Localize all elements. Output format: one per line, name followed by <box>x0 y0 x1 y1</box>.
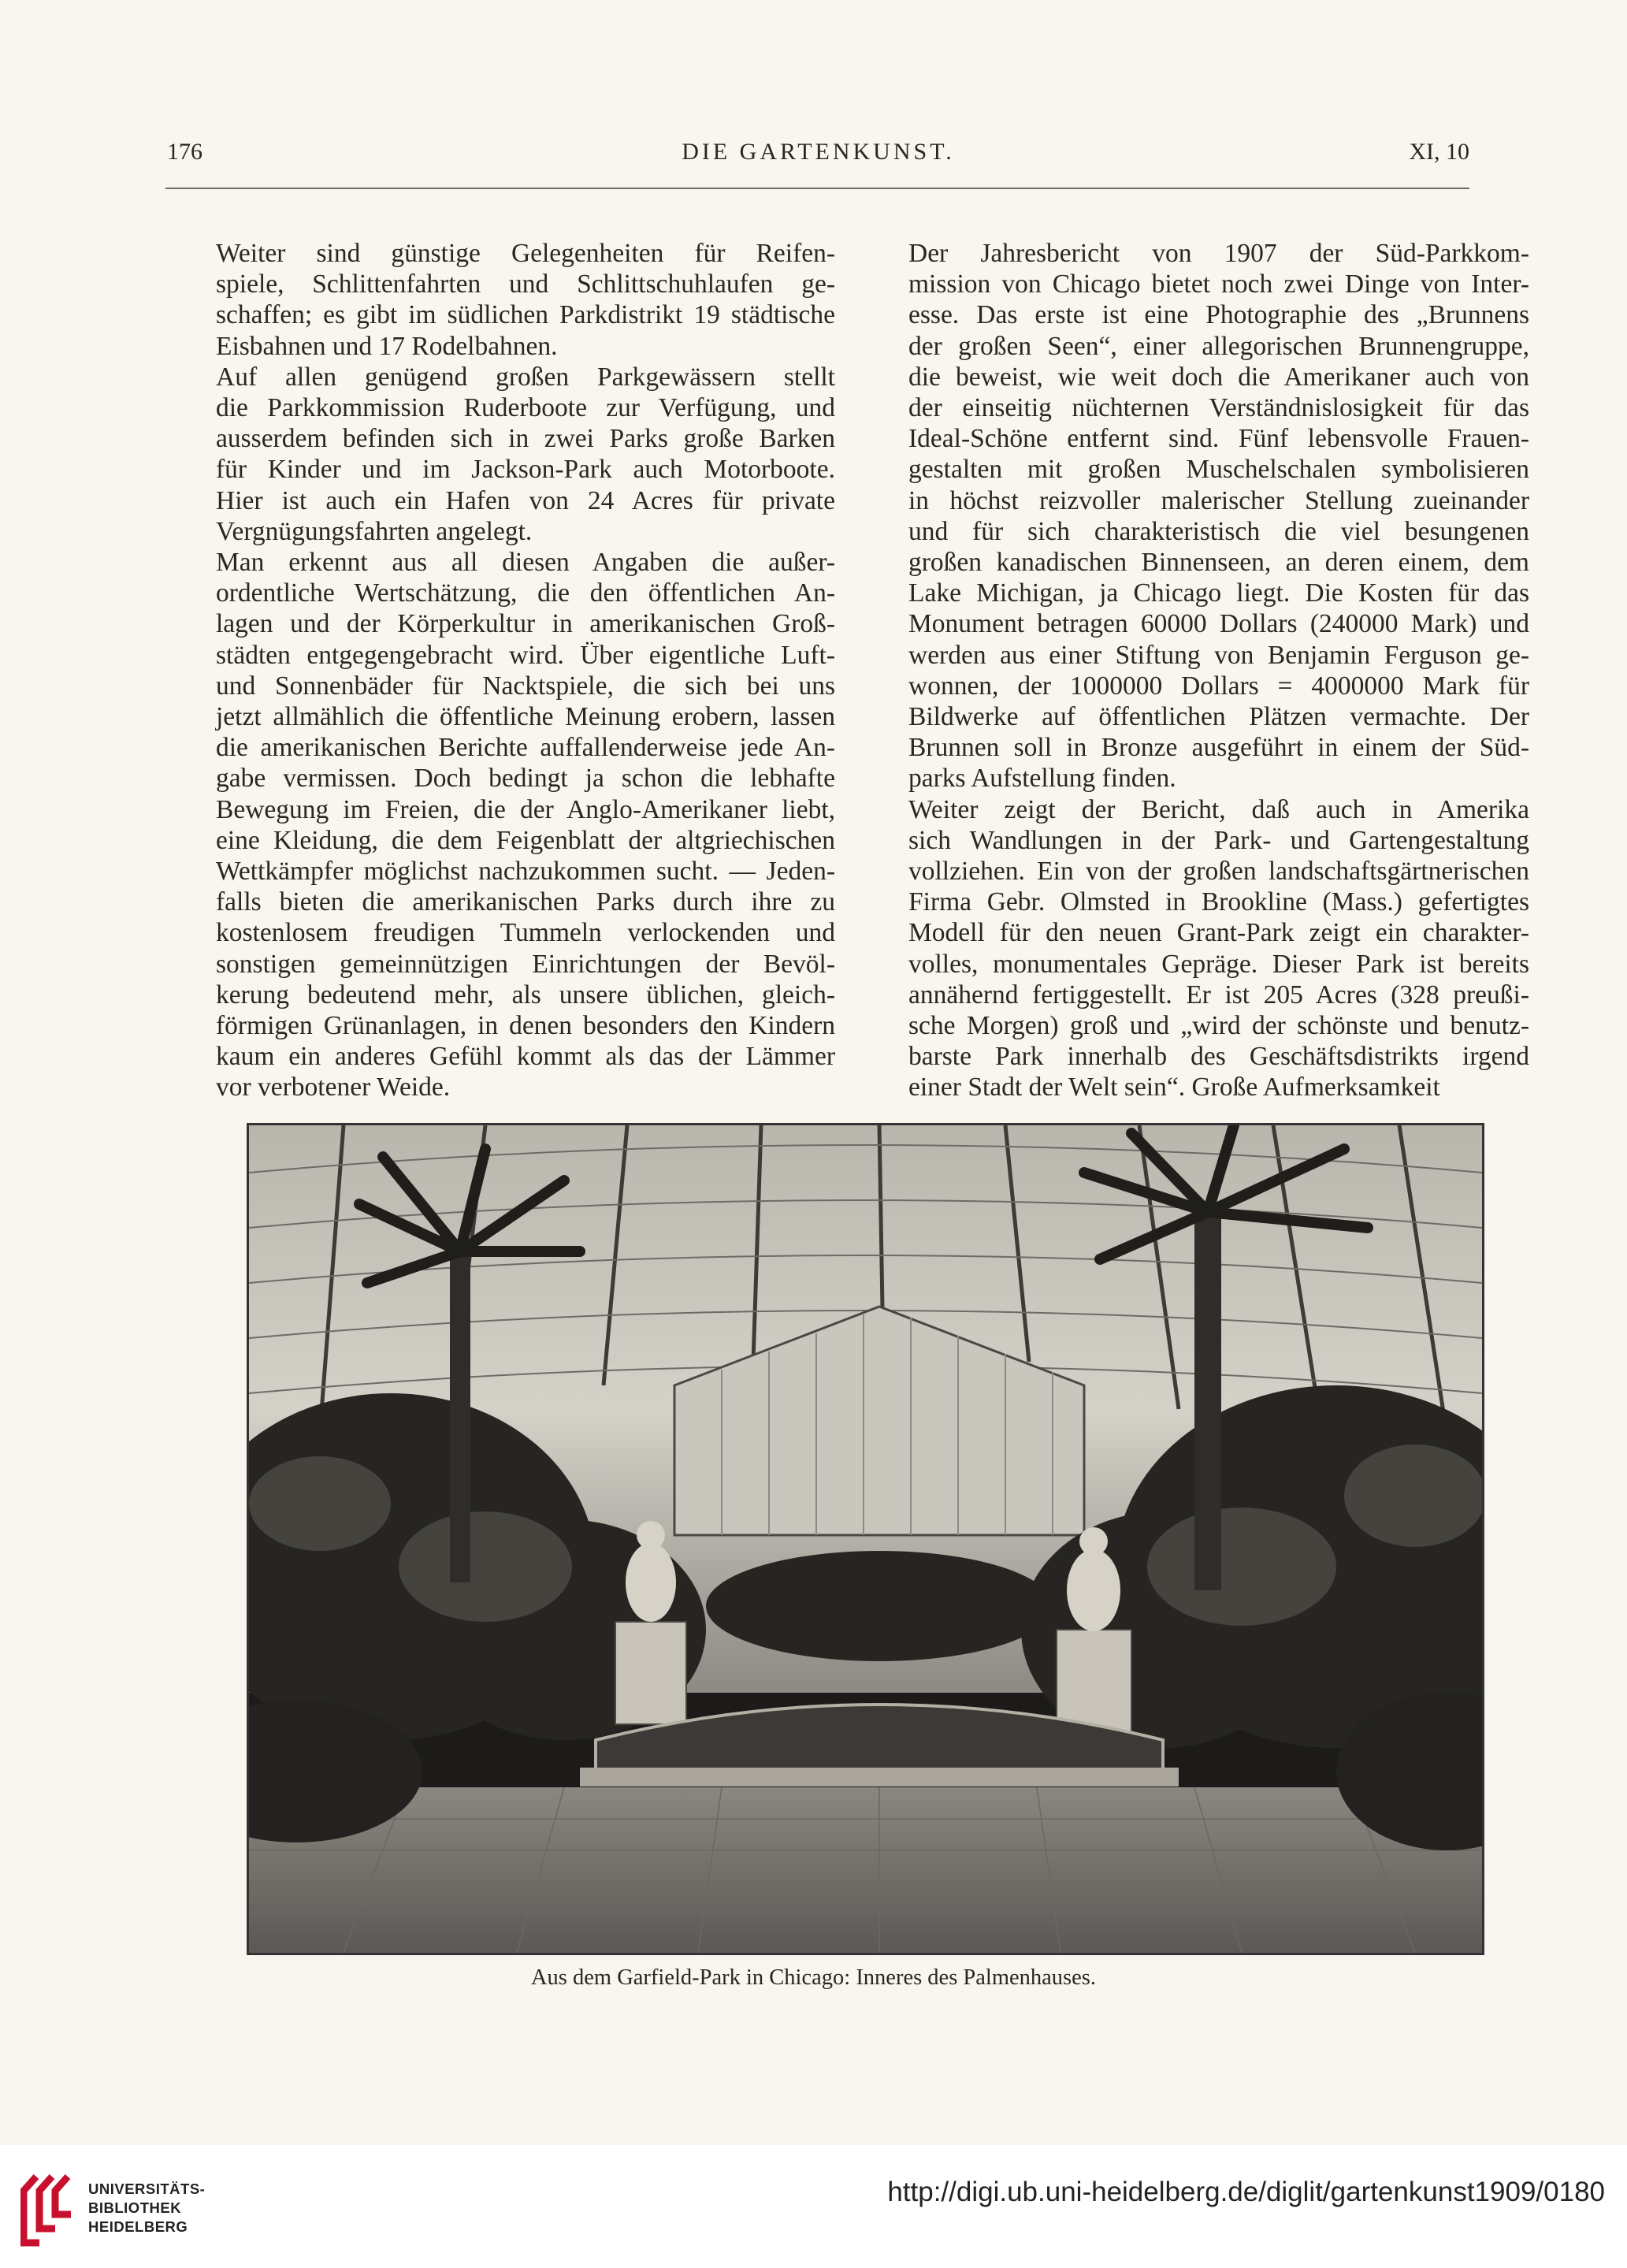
text-line: der einseitig nüchternen Verständnislosigkeit für das <box>908 393 1529 423</box>
text-line: und für sich charakteristisch die viel besungenen <box>908 516 1529 546</box>
library-name-line1: UNIVERSITÄTS- <box>88 2181 206 2197</box>
library-logo-icon <box>20 2169 76 2251</box>
text-line: die amerikanischen Berichte auffallenderweise jede An- <box>216 733 835 763</box>
text-line: mission von Chicago bietet noch zwei Dinge von Inter- <box>908 270 1529 299</box>
palm-house-photograph <box>247 1123 1484 1955</box>
right-column-paragraph <box>860 794 1529 1103</box>
text-line: Der Jahresbericht von 1907 der Süd-Parkkom- <box>908 239 1529 268</box>
text-line: lagen und der Körperkultur in amerikanischen Groß- <box>216 609 835 639</box>
right-column-paragraph <box>860 238 1529 794</box>
text-line: Eisbahnen und 17 Rodelbahnen. <box>216 331 558 361</box>
text-line: Wettkämpfer möglichst nachzukommen sucht. — Jeden- <box>216 857 835 887</box>
text-line: Hier ist auch ein Hafen von 24 Acres für private <box>216 485 835 515</box>
text-line: Man erkennt aus all diesen Angaben die außer- <box>216 548 835 578</box>
text-line: werden aus einer Stiftung von Benjamin Ferguson ge- <box>908 640 1529 670</box>
text-line: kostenlosem freudigen Tummeln verlockenden und <box>216 918 835 948</box>
volume-issue: XI, 10 <box>1409 139 1469 165</box>
figure-caption: Aus dem Garfield-Park in Chicago: Inneres des Palmenhauses. <box>530 1965 1097 1990</box>
text-line: sche Morgen) groß und „wird der schönste und benutz- <box>908 1011 1529 1041</box>
left-column-paragraph <box>167 362 835 547</box>
text-line: annähernd fertiggestellt. Er ist 205 Acres (328 preußi- <box>908 980 1529 1009</box>
text-line: eine Kleidung, die dem Feigenblatt der altgriechischen <box>216 825 835 855</box>
text-line: jetzt allmählich die öffentliche Meinung erobern, lassen <box>216 702 835 732</box>
right-text-column <box>860 238 1529 1103</box>
palm-house-illustration <box>249 1125 1482 1953</box>
text-line: Brunnen soll in Bronze ausgeführt in einem der Süd- <box>908 733 1529 763</box>
source-url[interactable]: http://digi.ub.uni-heidelberg.de/diglit/gartenkunst1909/0180 <box>887 2177 1605 2207</box>
text-line: sich Wandlungen in der Park- und Gartengestaltung <box>908 825 1529 855</box>
text-line: parks Aufstellung finden. <box>908 764 1176 794</box>
text-line: Vergnügungsfahrten angelegt. <box>216 516 533 546</box>
text-line: volles, monumentales Gepräge. Dieser Park ist bereits <box>908 949 1529 979</box>
text-line: einer Stadt der Welt sein“. Große Aufmerksamkeit <box>908 1073 1440 1102</box>
text-line: Bildwerke auf öffentlichen Plätzen vermachte. Der <box>908 702 1529 732</box>
text-line: die beweist, wie weit doch die Amerikaner auch von <box>908 362 1529 392</box>
text-line: ordentliche Wertschätzung, die den öffentlichen An- <box>216 578 835 608</box>
text-line: Auf allen genügend großen Parkgewässern stellt <box>216 362 835 392</box>
text-line: in höchst reizvoller malerischer Stellung zueinander <box>908 485 1529 515</box>
text-line: wonnen, der 1000000 Dollars = 4000000 Mark für <box>908 671 1529 701</box>
text-line: esse. Das erste ist eine Photographie des „Brunnens <box>908 300 1529 330</box>
running-header <box>167 139 1469 178</box>
library-name-line2: BIBLIOTHEK <box>88 2199 182 2216</box>
header-rule <box>165 188 1469 189</box>
text-line: gestalten mit großen Muschelschalen symbolisieren <box>908 455 1529 485</box>
library-name-line3: HEIDELBERG <box>88 2218 188 2235</box>
text-line: sonstigen gemeinnützigen Einrichtungen der Bevöl- <box>216 949 835 979</box>
text-line: Modell für den neuen Grant-Park zeigt ein charakter- <box>908 918 1529 948</box>
text-line: vor verbotener Weide. <box>216 1073 451 1102</box>
text-line: der großen Seen“, einer allegorischen Brunnengruppe, <box>908 331 1529 361</box>
text-line: und Sonnenbäder für Nacktspiele, die sich bei uns <box>216 671 835 701</box>
page-number: 176 <box>167 139 202 165</box>
text-line: städten entgegengebracht wird. Über eigentliche Luft- <box>216 640 835 670</box>
text-line: großen kanadischen Binnenseen, an deren einem, dem <box>908 548 1529 578</box>
text-line: Weiter sind günstige Gelegenheiten für Reifen- <box>216 239 835 268</box>
text-line: vollziehen. Ein von der großen landschaftsgärtnerischen <box>908 857 1529 887</box>
text-line: ausserdem befinden sich in zwei Parks große Barken <box>216 424 835 454</box>
text-line: Firma Gebr. Olmsted in Brookline (Mass.) gefertigtes <box>908 887 1529 917</box>
text-line: schaffen; es gibt im südlichen Parkdistrikt 19 städtische <box>216 300 835 330</box>
text-line: Ideal-Schöne entfernt sind. Fünf lebensvolle Frauen- <box>908 424 1529 454</box>
text-line: falls bieten die amerikanischen Parks durch ihre zu <box>216 887 835 917</box>
text-line: Weiter zeigt der Bericht, daß auch in Amerika <box>908 794 1529 824</box>
library-footer <box>0 2145 1627 2268</box>
text-line: gabe vermissen. Doch bedingt ja schon die lebhafte <box>216 764 835 794</box>
text-line: kaum ein anderes Gefühl kommt als das der Lämmer <box>216 1042 835 1072</box>
left-column-paragraph <box>167 238 835 362</box>
text-line: Bewegung im Freien, die der Anglo-Amerikaner liebt, <box>216 794 835 824</box>
journal-title: DIE GARTENKUNST. <box>682 139 955 165</box>
text-line: spiele, Schlittenfahrten und Schlittschuhlaufen ge- <box>216 270 835 299</box>
text-line: Lake Michigan, ja Chicago liegt. Die Kosten für das <box>908 578 1529 608</box>
left-column-paragraph <box>167 547 835 1103</box>
library-name <box>88 2180 205 2236</box>
left-text-column <box>167 238 835 1103</box>
text-line: kerung bedeutend mehr, als unsere üblichen, gleich- <box>216 980 835 1009</box>
text-line: für Kinder und im Jackson-Park auch Motorboote. <box>216 455 835 485</box>
text-line: Monument betragen 60000 Dollars (240000 Mark) und <box>908 609 1529 639</box>
text-line: die Parkkommission Ruderboote zur Verfügung, und <box>216 393 835 423</box>
text-line: barste Park innerhalb des Geschäftsdistrikts irgend <box>908 1042 1529 1072</box>
text-line: förmigen Grünanlagen, in denen besonders den Kindern <box>216 1011 835 1041</box>
